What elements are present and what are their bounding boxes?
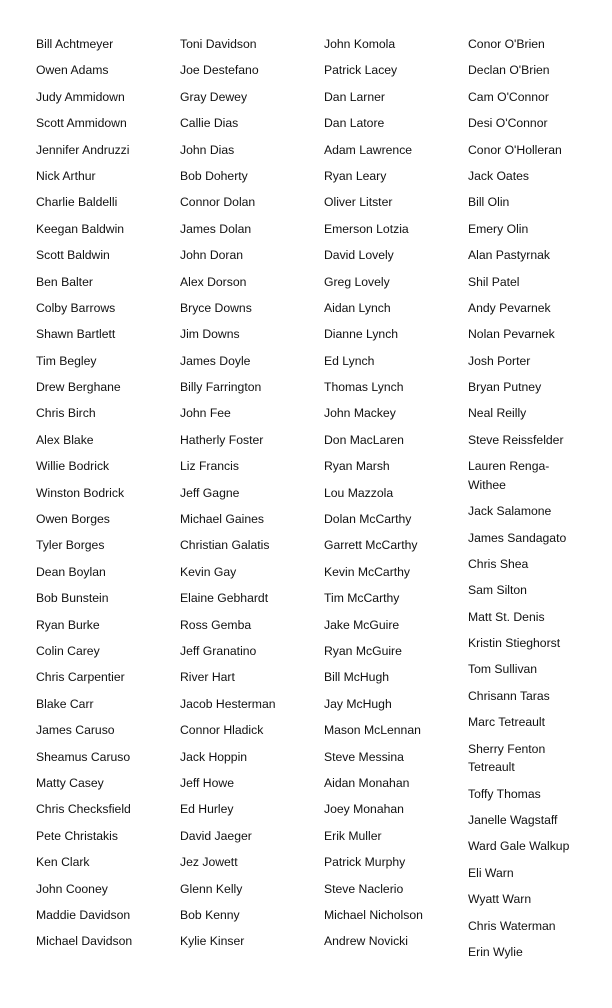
name-entry: Pete Christakis: [36, 828, 118, 843]
name-entry: Dan Larner: [324, 89, 385, 104]
name-entry: John Doran: [180, 248, 244, 263]
name-entry: Christian Galatis: [180, 538, 270, 553]
name-entry: Owen Adams: [36, 63, 109, 78]
name-entry: Tyler Borges: [36, 538, 105, 553]
name-entry: Lauren Renga-Withee: [468, 459, 550, 492]
name-entry: Kylie Kinser: [180, 934, 245, 949]
name-entry: Jeff Granatino: [180, 643, 257, 658]
name-entry: Sheamus Caruso: [36, 749, 131, 764]
name-entry: Erik Muller: [324, 828, 382, 843]
name-entry: John Mackey: [324, 406, 396, 421]
name-entry: James Doyle: [180, 353, 251, 368]
name-entry: Ross Gemba: [180, 617, 252, 632]
name-entry: John Dias: [180, 142, 235, 157]
name-entry: Eli Warn: [468, 865, 514, 880]
name-entry: Michael Nicholson: [324, 907, 423, 922]
name-entry: Garrett McCarthy: [324, 538, 418, 553]
name-entry: Bryan Putney: [468, 380, 542, 395]
name-entry: Keegan Baldwin: [36, 221, 125, 236]
name-entry: Emerson Lotzia: [324, 221, 409, 236]
name-entry: Desi O'Connor: [468, 116, 548, 131]
name-entry: Conor O'Brien: [468, 37, 545, 51]
name-entry: Bryce Downs: [180, 300, 252, 315]
name-entry: Ward Gale Walkup: [468, 839, 570, 854]
name-entry: Joe Destefano: [180, 63, 259, 78]
name-entry: Bob Bunstein: [36, 591, 109, 606]
name-entry: Judy Ammidown: [36, 89, 125, 104]
name-entry: Alan Pastyrnak: [468, 248, 550, 263]
name-entry: Josh Porter: [468, 353, 531, 368]
name-entry: River Hart: [180, 670, 235, 685]
name-entry: Janelle Wagstaff: [468, 812, 558, 827]
name-entry: Jack Oates: [468, 168, 529, 183]
name-entry: Jeff Howe: [180, 775, 234, 790]
name-entry: Steve Naclerio: [324, 881, 404, 896]
name-entry: Chris Carpentier: [36, 670, 125, 685]
name-entry: Emery Olin: [468, 221, 529, 236]
name-entry: Jacob Hesterman: [180, 696, 276, 711]
name-entry: Patrick Murphy: [324, 855, 406, 870]
name-entry: Colin Carey: [36, 643, 100, 658]
name-entry: Jeff Gagne: [180, 485, 240, 500]
name-entry: Jim Downs: [180, 327, 240, 342]
name-entry: David Lovely: [324, 248, 394, 263]
name-entry: Joey Monahan: [324, 802, 404, 817]
name-entry: Connor Hladick: [180, 723, 264, 738]
name-entry: Blake Carr: [36, 696, 94, 711]
name-entry: Michael Davidson: [36, 934, 133, 949]
name-entry: Ryan Leary: [324, 168, 387, 183]
name-entry: James Caruso: [36, 723, 115, 738]
name-entry: Steve Messina: [324, 749, 404, 764]
name-entry: Steve Reissfelder: [468, 432, 564, 447]
name-entry: Aidan Monahan: [324, 775, 410, 790]
name-entry: Drew Berghane: [36, 380, 121, 395]
name-entry: Shil Patel: [468, 274, 520, 289]
name-entry: Glenn Kelly: [180, 881, 243, 896]
name-entry: Bob Doherty: [180, 168, 248, 183]
name-entry: John Cooney: [36, 881, 108, 896]
name-entry: Dianne Lynch: [324, 327, 399, 342]
name-entry: Andrew Novicki: [324, 934, 408, 949]
name-entry: Winston Bodrick: [36, 485, 125, 500]
name-entry: Greg Lovely: [324, 274, 390, 289]
name-entry: Dan Latore: [324, 116, 385, 131]
name-entry: Bill McHugh: [324, 670, 390, 685]
name-entry: Chris Checksfield: [36, 802, 131, 817]
name-entry: Matty Casey: [36, 775, 104, 790]
name-entry: Chris Waterman: [468, 918, 556, 933]
name-entry: Owen Borges: [36, 512, 110, 527]
name-entry: Bill Olin: [468, 195, 510, 210]
name-entry: Sherry Fenton Tetreault: [468, 741, 546, 775]
name-column-3: [324, 35, 468, 969]
name-entry: Dean Boylan: [36, 564, 106, 579]
name-entry: Tim Begley: [36, 353, 97, 368]
name-entry: Bill Achtmeyer: [36, 37, 114, 51]
name-entry: Hatherly Foster: [180, 432, 264, 447]
name-entry: Callie Dias: [180, 116, 239, 131]
names-grid: [36, 35, 612, 969]
name-entry: Jack Salamone: [468, 504, 552, 519]
name-entry: Jack Hoppin: [180, 749, 248, 764]
name-entry: Tim McCarthy: [324, 591, 400, 606]
name-entry: Chris Birch: [36, 406, 96, 421]
name-entry: Kristin Stieghorst: [468, 636, 561, 651]
name-entry: Wyatt Warn: [468, 892, 532, 907]
name-entry: Shawn Bartlett: [36, 327, 116, 342]
name-entry: Cam O'Connor: [468, 89, 549, 104]
name-entry: Toni Davidson: [180, 37, 257, 51]
name-entry: Billy Farrington: [180, 380, 262, 395]
name-entry: Ken Clark: [36, 855, 90, 870]
name-entry: John Komola: [324, 37, 396, 51]
name-entry: Thomas Lynch: [324, 380, 404, 395]
name-entry: Alex Blake: [36, 432, 94, 447]
name-entry: Conor O'Holleran: [468, 142, 562, 157]
name-entry: Adam Lawrence: [324, 142, 413, 157]
name-entry: Gray Dewey: [180, 89, 248, 104]
name-entry: Bob Kenny: [180, 907, 240, 922]
name-entry: Kevin McCarthy: [324, 564, 411, 579]
name-entry: Ryan Marsh: [324, 459, 390, 474]
name-entry: Aidan Lynch: [324, 300, 391, 315]
name-entry: Ben Balter: [36, 274, 93, 289]
name-column-2: [180, 35, 324, 969]
name-entry: Andy Pevarnek: [468, 300, 551, 315]
name-entry: Sam Silton: [468, 583, 527, 598]
name-entry: Ed Lynch: [324, 353, 375, 368]
name-entry: Ed Hurley: [180, 802, 234, 817]
name-entry: Jay McHugh: [324, 696, 392, 711]
name-entry: Jake McGuire: [324, 617, 400, 632]
name-entry: Charlie Baldelli: [36, 195, 118, 210]
name-entry: Nick Arthur: [36, 168, 96, 183]
name-entry: Elaine Gebhardt: [180, 591, 269, 606]
name-entry: David Jaeger: [180, 828, 252, 843]
name-entry: Colby Barrows: [36, 300, 116, 315]
name-entry: Ryan McGuire: [324, 643, 402, 658]
name-entry: Oliver Litster: [324, 195, 393, 210]
name-entry: Ryan Burke: [36, 617, 100, 632]
name-column-1: [36, 35, 180, 969]
name-entry: Kevin Gay: [180, 564, 237, 579]
name-entry: Chris Shea: [468, 556, 529, 571]
name-entry: James Sandagato: [468, 530, 567, 545]
name-entry: Michael Gaines: [180, 512, 264, 527]
name-entry: Tom Sullivan: [468, 662, 538, 677]
name-entry: Alex Dorson: [180, 274, 247, 289]
name-entry: Don MacLaren: [324, 432, 404, 447]
name-entry: Nolan Pevarnek: [468, 327, 555, 342]
name-entry: Scott Baldwin: [36, 248, 110, 263]
name-column-4: [468, 35, 612, 969]
name-entry: Connor Dolan: [180, 195, 256, 210]
name-entry: Jennifer Andruzzi: [36, 142, 130, 157]
name-entry: Lou Mazzola: [324, 485, 394, 500]
name-entry: Chrisann Taras: [468, 688, 550, 703]
name-entry: Matt St. Denis: [468, 609, 545, 624]
name-entry: Declan O'Brien: [468, 63, 550, 78]
name-entry: Patrick Lacey: [324, 63, 398, 78]
name-entry: Erin Wylie: [468, 944, 523, 959]
name-entry: Jez Jowett: [180, 855, 238, 870]
name-entry: Toffy Thomas: [468, 786, 541, 801]
name-entry: Willie Bodrick: [36, 459, 110, 474]
name-entry: Marc Tetreault: [468, 715, 545, 730]
name-entry: Dolan McCarthy: [324, 512, 412, 527]
name-entry: Neal Reilly: [468, 406, 527, 421]
name-entry: Maddie Davidson: [36, 907, 131, 922]
name-entry: Scott Ammidown: [36, 116, 127, 131]
name-entry: John Fee: [180, 406, 231, 421]
name-entry: Mason McLennan: [324, 723, 421, 738]
name-entry: Liz Francis: [180, 459, 239, 474]
name-entry: James Dolan: [180, 221, 252, 236]
